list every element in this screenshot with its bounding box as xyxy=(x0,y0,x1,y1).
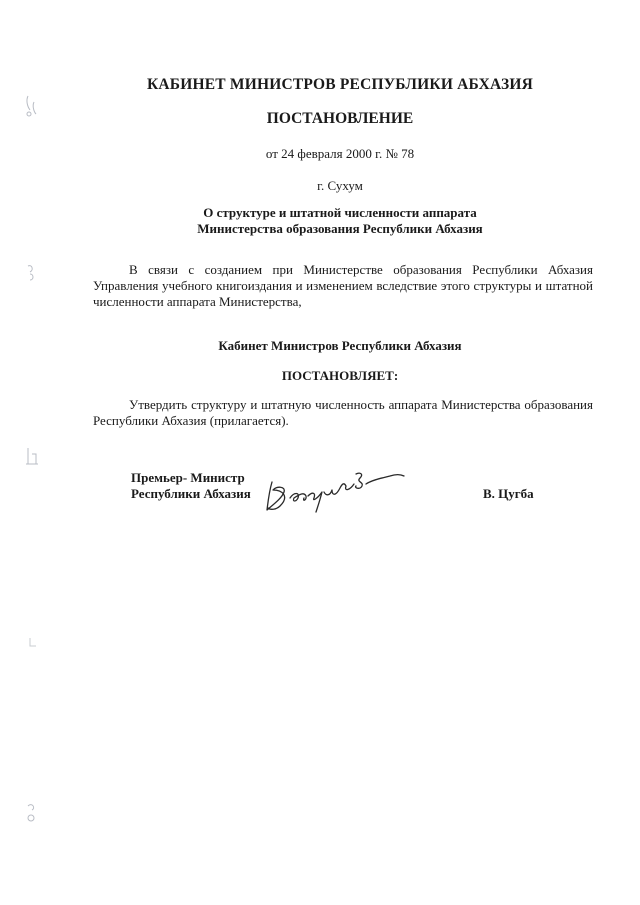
document-subject xyxy=(0,205,640,237)
document-date-number: от 24 февраля 2000 г. № 78 xyxy=(265,146,415,161)
organization-heading: КАБИНЕТ МИНИСТРОВ РЕСПУБЛИКИ АБХАЗИЯ xyxy=(146,76,534,93)
signatory-title xyxy=(131,470,251,502)
signatory-title-line-2: Республики Абхазия xyxy=(131,486,251,501)
decision-paragraph: Утвердить структуру и штатную численность аппарата Министерства образования Республики Абхазия (прилагается). xyxy=(93,397,593,428)
margin-mark xyxy=(22,262,46,284)
subject-line-2: Министерства образования Республики Абхазия xyxy=(197,221,483,236)
subject-line-1: О структуре и штатной численности аппарата xyxy=(203,205,477,220)
margin-mark xyxy=(22,444,46,468)
document-type-heading: ПОСТАНОВЛЕНИЕ xyxy=(266,110,414,127)
handwritten-signature xyxy=(260,462,410,522)
margin-mark xyxy=(22,92,46,118)
margin-mark xyxy=(22,800,46,826)
preamble-paragraph: В связи с созданием при Министерстве образования Республики Абхазия Управления учебного книгоиздания и изменением вследствие этого структуры и штатной численности аппарата Министерства, xyxy=(93,262,593,309)
signatory-title-line-1: Премьер- Министр xyxy=(131,470,245,485)
resolves-heading: ПОСТАНОВЛЯЕТ: xyxy=(281,368,399,383)
margin-mark xyxy=(22,634,46,650)
document-city: г. Сухум xyxy=(317,178,363,193)
authority-line: Кабинет Министров Республики Абхазия xyxy=(218,338,462,353)
signatory-name: В. Цугба xyxy=(483,486,534,501)
